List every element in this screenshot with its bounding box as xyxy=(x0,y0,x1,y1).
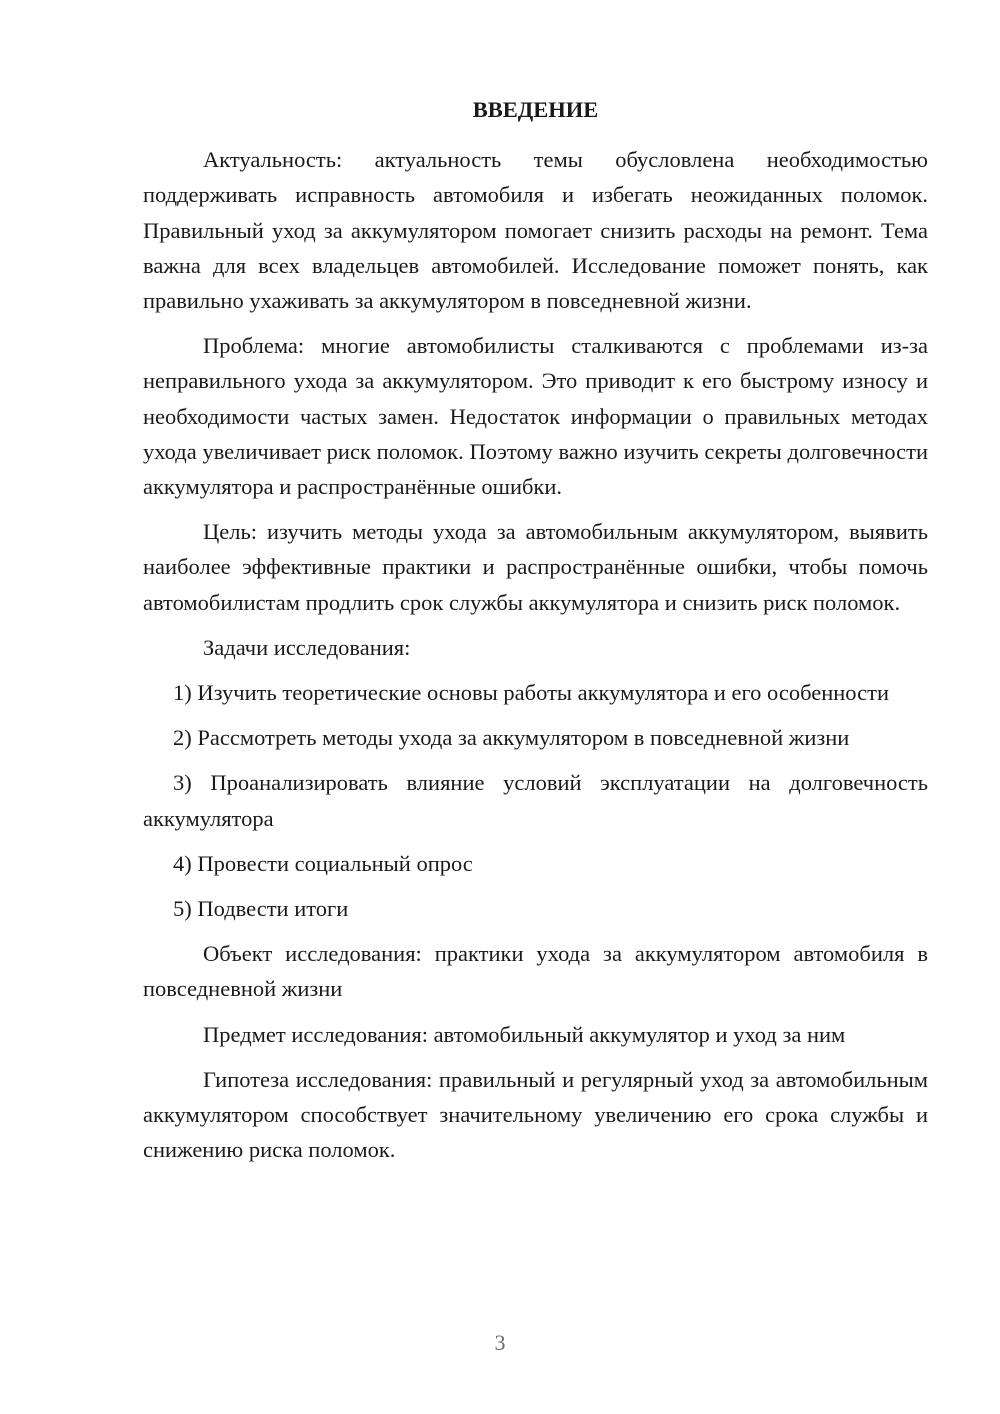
relevance-paragraph: Актуальность: актуальность темы обусловлена необходимостью поддерживать исправность автомобиля и избегать неожиданных поломок. Правильный уход за аккумулятором помогает снизить расходы на ремонт. Тема важна для всех владельцев автомобилей. Исследование поможет понять, как правильно ухаживать за аккумулятором в повседневной жизни. xyxy=(143,147,928,314)
tasks-heading: Задачи исследования: xyxy=(203,634,411,660)
task-item: 5) Подвести итоги xyxy=(173,896,349,922)
task-item: 2) Рассмотреть методы ухода за аккумулятором в повседневной жизни xyxy=(173,725,850,751)
document-page xyxy=(143,92,928,1177)
object-paragraph: Объект исследования: практики ухода за аккумулятором автомобиля в повседневной жизни xyxy=(143,941,928,1002)
problem-paragraph: Проблема: многие автомобилисты сталкиваются с проблемами из-за неправильного ухода за аккумулятором. Это приводит к его быстрому износу и необходимости частых замен. Недостаток информации о правильных методах ухода увеличивает риск поломок. Поэтому важно изучить секреты долговечности аккумулятора и распространённые ошибки. xyxy=(143,333,928,500)
task-item: 1) Изучить теоретические основы работы аккумулятора и его особенности xyxy=(173,680,889,706)
task-item: 3) Проанализировать влияние условий эксплуатации на долговечность аккумулятора xyxy=(143,770,928,831)
section-title: ВВЕДЕНИЕ xyxy=(472,97,599,122)
subject-paragraph: Предмет исследования: автомобильный аккумулятор и уход за ним xyxy=(203,1021,846,1047)
page-number: 3 xyxy=(494,1330,506,1355)
task-item: 4) Провести социальный опрос xyxy=(173,850,473,876)
goal-paragraph: Цель: изучить методы ухода за автомобильным аккумулятором, выявить наиболее эффективные практики и распространённые ошибки, чтобы помочь автомобилистам продлить срок службы аккумулятора и снизить риск поломок. xyxy=(143,519,928,615)
hypothesis-paragraph: Гипотеза исследования: правильный и регулярный уход за автомобильным аккумулятором способствует значительному увеличению его срока службы и снижению риска поломок. xyxy=(143,1066,928,1163)
